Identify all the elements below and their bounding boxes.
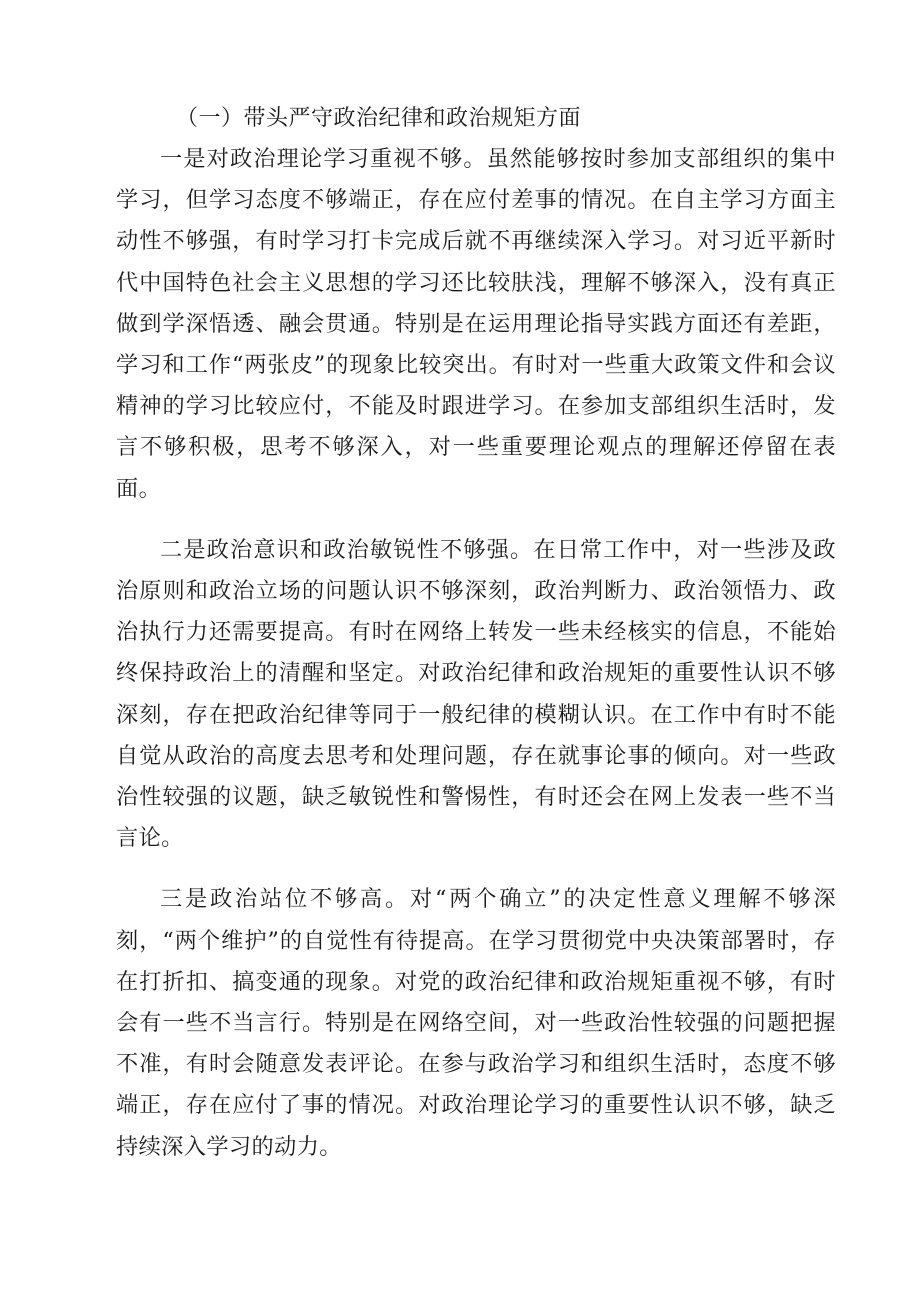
paragraph-2: 二是政治意识和政治敏锐性不够强。在日常工作中，对一些涉及政治原则和政治立场的问题认识不够深刻，政治判断力、政治领悟力、政治执行力还需要提高。有时在网络上转发一些未经核实的信息，不能始终保持政治上的清醒和坚定。对政治纪律和政治规矩的重要性认识不够深刻，存在把政治纪律等同于一般纪律的模糊认识。在工作中有时不能自觉从政治的高度去思考和处理问题，存在就事论事的倾向。对一些政治性较强的议题，缺乏敏锐性和警惕性，有时还会在网上发表一些不当言论。 — [116, 536, 836, 852]
document-body — [116, 98, 836, 1168]
paragraph-3: 三是政治站位不够高。对“两个确立”的决定性意义理解不够深刻，“两个维护”的自觉性有待提高。在学习贯彻党中央决策部署时，存在打折扣、搞变通的现象。对党的政治纪律和政治规矩重视不够，有时会有一些不当言行。特别是在网络空间，对一些政治性较强的问题把握不准，有时会随意发表评论。在参与政治学习和组织生活时，态度不够端正，存在应付了事的情况。对政治理论学习的重要性认识不够，缺乏持续深入学习的动力。 — [116, 886, 836, 1160]
section-heading: （一）带头严守政治纪律和政治规矩方面 — [176, 106, 582, 131]
paragraph-1: 一是对政治理论学习重视不够。虽然能够按时参加支部组织的集中学习，但学习态度不够端正，存在应付差事的情况。在自主学习方面主动性不够强，有时学习打卡完成后就不再继续深入学习。对习近平新时代中国特色社会主义思想的学习还比较肤浅，理解不够深入，没有真正做到学深悟透、融会贯通。特别是在运用理论指导实践方面还有差距，学习和工作“两张皮”的现象比较突出。有时对一些重大政策文件和会议精神的学习比较应付，不能及时跟进学习。在参加支部组织生活时，发言不够积极，思考不够深入，对一些重要理论观点的理解还停留在表面。 — [116, 146, 836, 502]
